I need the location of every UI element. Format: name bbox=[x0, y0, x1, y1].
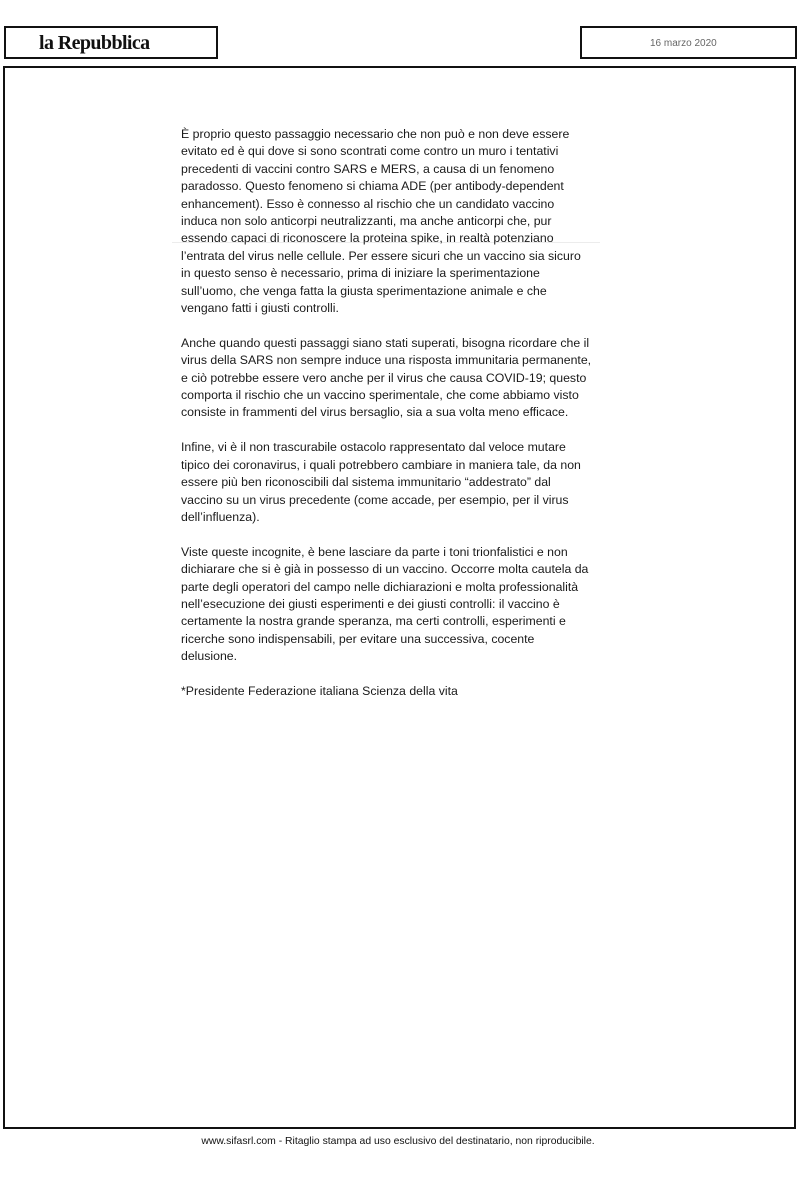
publication-date: 16 marzo 2020 bbox=[650, 38, 717, 49]
article-body bbox=[181, 126, 593, 718]
footer-disclaimer: www.sifasrl.com - Ritaglio stampa ad uso esclusivo del destinatario, non riproducibile. bbox=[201, 1136, 595, 1147]
author-note: *Presidente Federazione italiana Scienza della vita bbox=[181, 683, 458, 698]
article-paragraph-1: È proprio questo passaggio necessario che non può e non deve essere evitato ed è qui dove si sono scontrati come contro un muro i tentativi precedenti di vaccini contro SARS e MERS, a causa di un fenomeno paradosso. Questo fenomeno si chiama ADE (per antibody-dependent enhancement). Esso è connesso al rischio che un candidato vaccino induca non solo anticorpi neutralizzanti, ma anche anticorpi che, pur essendo capaci di riconoscere la proteina spike, in realtà potenziano l’entrata del virus nelle cellule. Per essere sicuri che un vaccino sia sicuro in questo senso è necessario, prima di iniziare la sperimentazione sull’uomo, che venga fatta la giusta sperimentazione animale e che vengano fatti i giusti controlli. bbox=[181, 127, 581, 316]
date-box bbox=[580, 26, 797, 59]
article-paragraph-4: Viste queste incognite, è bene lasciare da parte i toni trionfalistici e non dichiarare che si è già in possesso di un vaccino. Occorre molta cautela da parte degli operatori del campo nelle dichiarazioni e molta professionalità nell’esecuzione dei giusti esperimenti e dei giusti controlli: il vaccino è certamente la nostra grande speranza, ma certi controlli, esperimenti e ricerche sono indispensabili, per evitare una successiva, cocente delusione. bbox=[181, 544, 589, 664]
masthead-logo: la Repubblica bbox=[39, 32, 150, 54]
masthead-box bbox=[4, 26, 218, 59]
article-paragraph-3: Infine, vi è il non trascurabile ostacolo rappresentato dal veloce mutare tipico dei coronavirus, i quali potrebbero cambiare in maniera tale, da non essere più ben riconoscibili dal sistema immunitario “addestrato” dal vaccino su un virus precedente (come accade, per esempio, per il virus dell’influenza). bbox=[181, 440, 581, 524]
article-paragraph-2: Anche quando questi passaggi siano stati superati, bisogna ricordare che il virus della SARS non sempre induce una risposta immunitaria permanente, e ciò potrebbe essere vero anche per il virus che causa COVID-19; questo comporta il rischio che un vaccino sperimentale, che come abbiamo visto consiste in frammenti del virus bersaglio, sia a sua volta meno efficace. bbox=[181, 335, 592, 420]
